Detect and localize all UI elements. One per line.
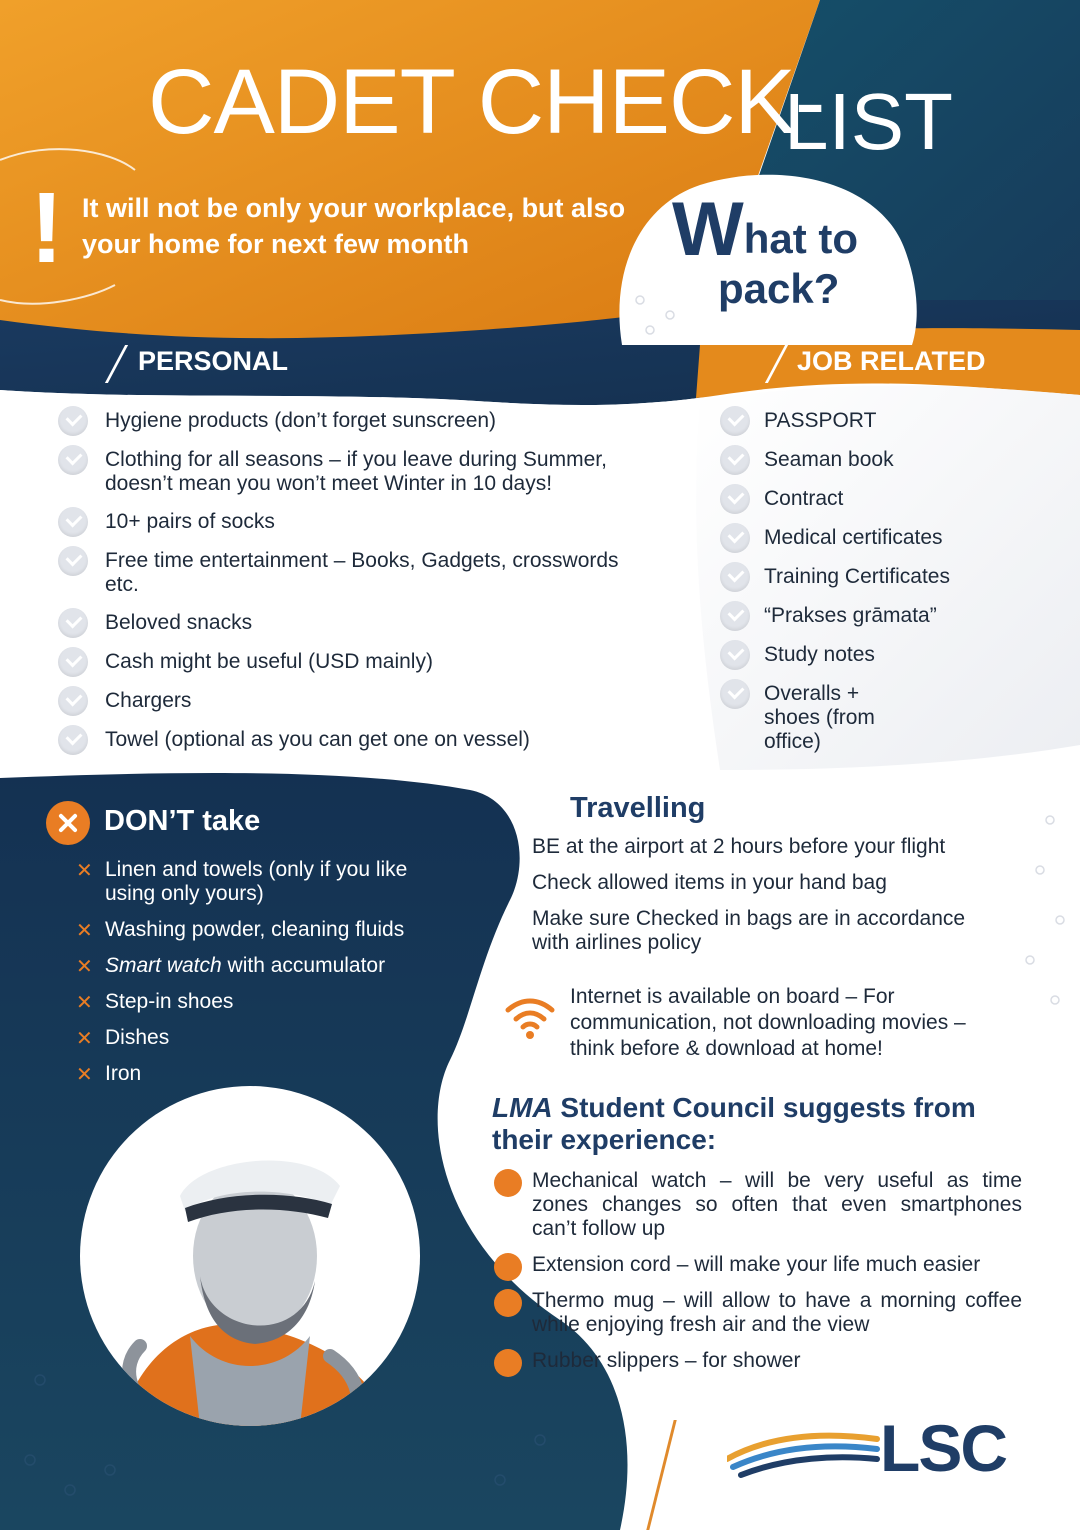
- x-mark-icon: ✕: [76, 992, 93, 1014]
- what-rest: hat to: [743, 215, 859, 262]
- what-big-letter: W: [672, 187, 744, 272]
- travelling-list: [532, 835, 1012, 955]
- slipper-icon: [494, 1349, 522, 1377]
- list-item: ✕ Washing powder, cleaning fluids: [76, 918, 405, 942]
- check-icon: [58, 725, 88, 755]
- list-item: ✕ Linen and towels (only if you like using only yours): [76, 858, 408, 905]
- travelling-heading: Travelling: [570, 792, 706, 824]
- list-item: Study notes: [720, 643, 1020, 667]
- list-item: PASSPORT: [720, 409, 1020, 433]
- list-item: Thermo mug – will allow to have a morning coffee while enjoying fresh air and the view: [492, 1289, 1022, 1337]
- check-icon: [58, 686, 88, 716]
- list-item: Mechanical watch – will be very useful as time zones changes so often that even smartphones can’t follow up: [492, 1169, 1022, 1241]
- list-item: Extension cord – will make your life much easier: [492, 1253, 1022, 1277]
- list-item: Cash might be useful (USD mainly): [58, 650, 658, 674]
- exclamation-icon: !: [30, 172, 64, 284]
- job-related-list: [720, 409, 1020, 754]
- check-icon: [720, 562, 750, 592]
- check-icon: [720, 445, 750, 475]
- list-item: Free time entertainment – Books, Gadgets, crosswords etc.: [58, 549, 658, 597]
- list-item: ✕ Iron: [76, 1062, 142, 1086]
- council-list: [492, 1169, 1022, 1373]
- check-icon: [720, 523, 750, 553]
- intro-text: It will not be only your workplace, but also your home for next few month: [82, 193, 626, 259]
- list-item: Medical certificates: [720, 526, 1020, 550]
- council-heading-em: LMA: [492, 1092, 553, 1123]
- check-icon: [58, 546, 88, 576]
- list-item: Hygiene products (don’t forget sunscreen): [58, 409, 658, 433]
- sailor-illustration: [80, 1086, 420, 1426]
- check-icon: [720, 679, 750, 709]
- mug-icon: [494, 1289, 522, 1317]
- list-item: Towel (optional as you can get one on vessel): [58, 728, 658, 752]
- dont-take-list: [76, 858, 496, 1086]
- title-main: CADET CHECK-: [148, 51, 825, 153]
- list-item: Training Certificates: [720, 565, 1020, 589]
- list-item: ✕ Dishes: [76, 1026, 170, 1050]
- title-list: LIST: [784, 77, 953, 166]
- check-icon: [58, 406, 88, 436]
- list-item: 10+ pairs of socks: [58, 510, 658, 534]
- list-item: Check allowed items in your hand bag: [532, 871, 887, 894]
- dont-take-heading: DON’T take: [104, 805, 261, 837]
- x-mark-icon: ✕: [76, 1064, 93, 1086]
- lsc-logo: LSC: [880, 1411, 1006, 1485]
- check-icon: [720, 406, 750, 436]
- x-mark-icon: ✕: [76, 920, 93, 942]
- x-mark-icon: ✕: [76, 956, 93, 978]
- x-mark-icon: ✕: [76, 1028, 93, 1050]
- personal-list: [58, 409, 658, 752]
- job-related-heading: JOB RELATED: [797, 346, 986, 376]
- check-icon: [58, 647, 88, 677]
- council-heading-rest: Student Council suggests from their experience:: [492, 1092, 976, 1155]
- check-icon: [58, 608, 88, 638]
- plug-icon: [494, 1253, 522, 1281]
- council-heading: [492, 1092, 1012, 1156]
- personal-heading: PERSONAL: [138, 346, 289, 376]
- list-item: BE at the airport at 2 hours before your flight: [532, 835, 946, 858]
- list-item: Chargers: [58, 689, 658, 713]
- close-icon: [46, 801, 90, 845]
- list-item: Clothing for all seasons – if you leave during Summer, doesn’t mean you won’t meet Winter in 10 days!: [58, 448, 658, 496]
- check-icon: [720, 640, 750, 670]
- list-item: Rubber slippers – for shower: [492, 1349, 1022, 1373]
- check-icon: [58, 507, 88, 537]
- wifi-icon: [504, 994, 556, 1040]
- check-icon: [720, 484, 750, 514]
- internet-note: Internet is available on board – For communication, not downloading movies – think before & download at home!: [570, 985, 966, 1060]
- check-icon: [58, 445, 88, 475]
- list-item: ✕ Step-in shoes: [76, 990, 234, 1014]
- list-item: Beloved snacks: [58, 611, 658, 635]
- list-item: ✕ Smart watch with accumulator: [76, 954, 386, 978]
- list-item: Make sure Checked in bags are in accordance with airlines policy: [532, 907, 966, 954]
- watch-icon: [494, 1169, 522, 1197]
- list-item: Seaman book: [720, 448, 1020, 472]
- what-to-pack-line2: pack?: [718, 265, 840, 312]
- list-item: “Prakses grāmata”: [720, 604, 1020, 628]
- list-item: Contract: [720, 487, 1020, 511]
- x-mark-icon: ✕: [76, 860, 93, 882]
- what-to-pack-line1: [672, 187, 859, 272]
- check-icon: [720, 601, 750, 631]
- list-item: Overalls + shoes (from office): [720, 682, 920, 754]
